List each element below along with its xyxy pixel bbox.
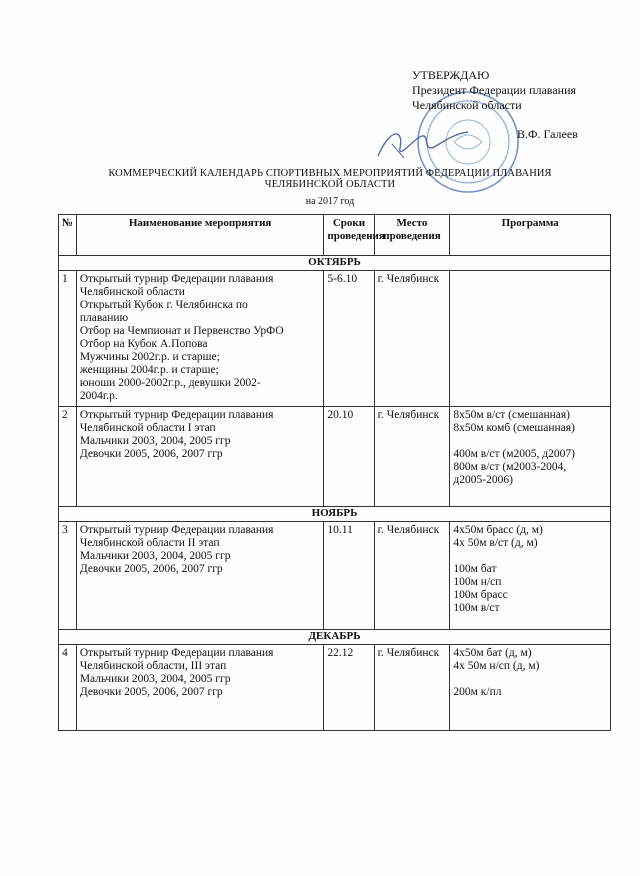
program-line: 100м в/ст: [453, 602, 500, 614]
table-body: [59, 256, 611, 731]
cell-name: [76, 522, 324, 630]
document-title: [50, 168, 610, 190]
event-name-line: Отбор на Чемпионат и Первенство УрФО: [79, 325, 284, 337]
program-line: 200м к/пл: [453, 686, 502, 698]
event-name-line: Открытый турнир Федерации плавания: [79, 647, 274, 659]
event-name-line: Открытый турнир Федерации плавания: [79, 273, 274, 285]
program-line: 8х50м комб (смешанная): [453, 422, 575, 434]
month-label: ДЕКАБРЬ: [59, 630, 611, 645]
cell-dates: 5-6.10: [324, 271, 374, 407]
program-line: 400м в/ст (м2005, д2007): [453, 448, 575, 460]
header-dates: Сроки проведения: [324, 215, 374, 256]
cell-dates: 20.10: [324, 407, 374, 507]
cell-no: 4: [59, 645, 77, 731]
cell-program: [450, 522, 611, 630]
event-name-line: женщины 2004г.р. и старше;: [79, 364, 219, 376]
cell-place: г. Челябинск: [374, 522, 450, 630]
event-name-line: Челябинской области, III этап: [79, 660, 227, 672]
cell-place: г. Челябинск: [374, 407, 450, 507]
program-line: 4х 50м в/ст (д, м): [453, 537, 538, 549]
program-line: 800м в/ст (м2003-2004,: [453, 461, 567, 473]
event-name-line: плаванию: [79, 312, 129, 324]
event-name-line: Девочки 2005, 2006, 2007 ггр: [79, 448, 223, 460]
event-name-line: Челябинской области: [79, 286, 185, 298]
program-line: 4х 50м н/сп (д, м): [453, 660, 540, 672]
month-row: [59, 256, 611, 271]
event-name-line: Мужчины 2002г.р. и старше;: [79, 351, 220, 363]
event-name-line: Девочки 2005, 2006, 2007 ггр: [79, 563, 223, 575]
month-label: ОКТЯБРЬ: [59, 256, 611, 271]
approval-signer: В.Ф. Галеев: [517, 127, 578, 141]
cell-place: г. Челябинск: [374, 645, 450, 731]
cell-program: [450, 645, 611, 731]
cell-no: 1: [59, 271, 77, 407]
event-name-line: Мальчики 2003, 2004, 2005 ггр: [79, 435, 231, 447]
program-line: 8х50м в/ст (смешанная): [453, 409, 570, 421]
event-name-line: Отбор на Кубок А.Попова: [79, 338, 208, 350]
program-line: 4х50м бат (д, м): [453, 647, 532, 659]
program-line: 100м бат: [453, 563, 497, 575]
cell-program: [450, 407, 611, 507]
table-row: [59, 271, 611, 407]
cell-no: 2: [59, 407, 77, 507]
cell-no: 3: [59, 522, 77, 630]
table-header-row: [59, 215, 611, 256]
event-name-line: Мальчики 2003, 2004, 2005 ггр: [79, 550, 231, 562]
cell-place: г. Челябинск: [374, 271, 450, 407]
header-program: Программа: [450, 215, 611, 256]
program-line: 100м н/сп: [453, 576, 502, 588]
month-row: [59, 507, 611, 522]
approval-position: Президент Федерации плавания: [412, 83, 577, 97]
header-no: №: [59, 215, 77, 256]
event-name-line: Открытый турнир Федерации плавания: [79, 524, 274, 536]
event-name-line: Открытый Кубок г. Челябинска по: [79, 299, 248, 311]
event-name-line: Девочки 2005, 2006, 2007 ггр: [79, 686, 223, 698]
event-name-line: Открытый турнир Федерации плавания: [79, 409, 274, 421]
month-row: [59, 630, 611, 645]
event-name-line: 2004г.р.: [79, 390, 118, 402]
cell-dates: 10.11: [324, 522, 374, 630]
approval-title: УТВЕРЖДАЮ: [412, 68, 490, 82]
program-line: [453, 550, 607, 563]
document-year: на 2017 год: [305, 196, 355, 207]
document-title-line2: ЧЕЛЯБИНСКОЙ ОБЛАСТИ: [264, 179, 396, 190]
event-name-line: Челябинской области I этап: [79, 422, 216, 434]
cell-name: [76, 407, 324, 507]
program-line: [453, 673, 607, 686]
month-label: НОЯБРЬ: [59, 507, 611, 522]
cell-name: [76, 271, 324, 407]
events-table: [58, 214, 611, 731]
event-name-line: Челябинской области II этап: [79, 537, 220, 549]
document-title-line1: КОММЕРЧЕСКИЙ КАЛЕНДАРЬ СПОРТИВНЫХ МЕРОПРИЯТИЙ ФЕДЕРАЦИИ ПЛАВАНИЯ: [108, 168, 552, 179]
program-line: 4х50м брасс (д, м): [453, 524, 543, 536]
cell-program: [450, 271, 611, 407]
signature-icon: [370, 118, 480, 168]
table-row: [59, 645, 611, 731]
approval-region: Челябинской области: [412, 98, 522, 112]
header-place: Место проведения: [374, 215, 450, 256]
cell-dates: 22.12: [324, 645, 374, 731]
table-row: [59, 522, 611, 630]
cell-name: [76, 645, 324, 731]
event-name-line: юноши 2000-2002г.р., девушки 2002-: [79, 377, 261, 389]
program-line: д2005-2006): [453, 474, 513, 486]
program-line: 100м брасс: [453, 589, 508, 601]
header-name: Наименование мероприятия: [76, 215, 324, 256]
program-line: [453, 435, 607, 448]
event-name-line: Мальчики 2003, 2004, 2005 ггр: [79, 673, 231, 685]
table-row: [59, 407, 611, 507]
approval-block: [404, 68, 576, 113]
